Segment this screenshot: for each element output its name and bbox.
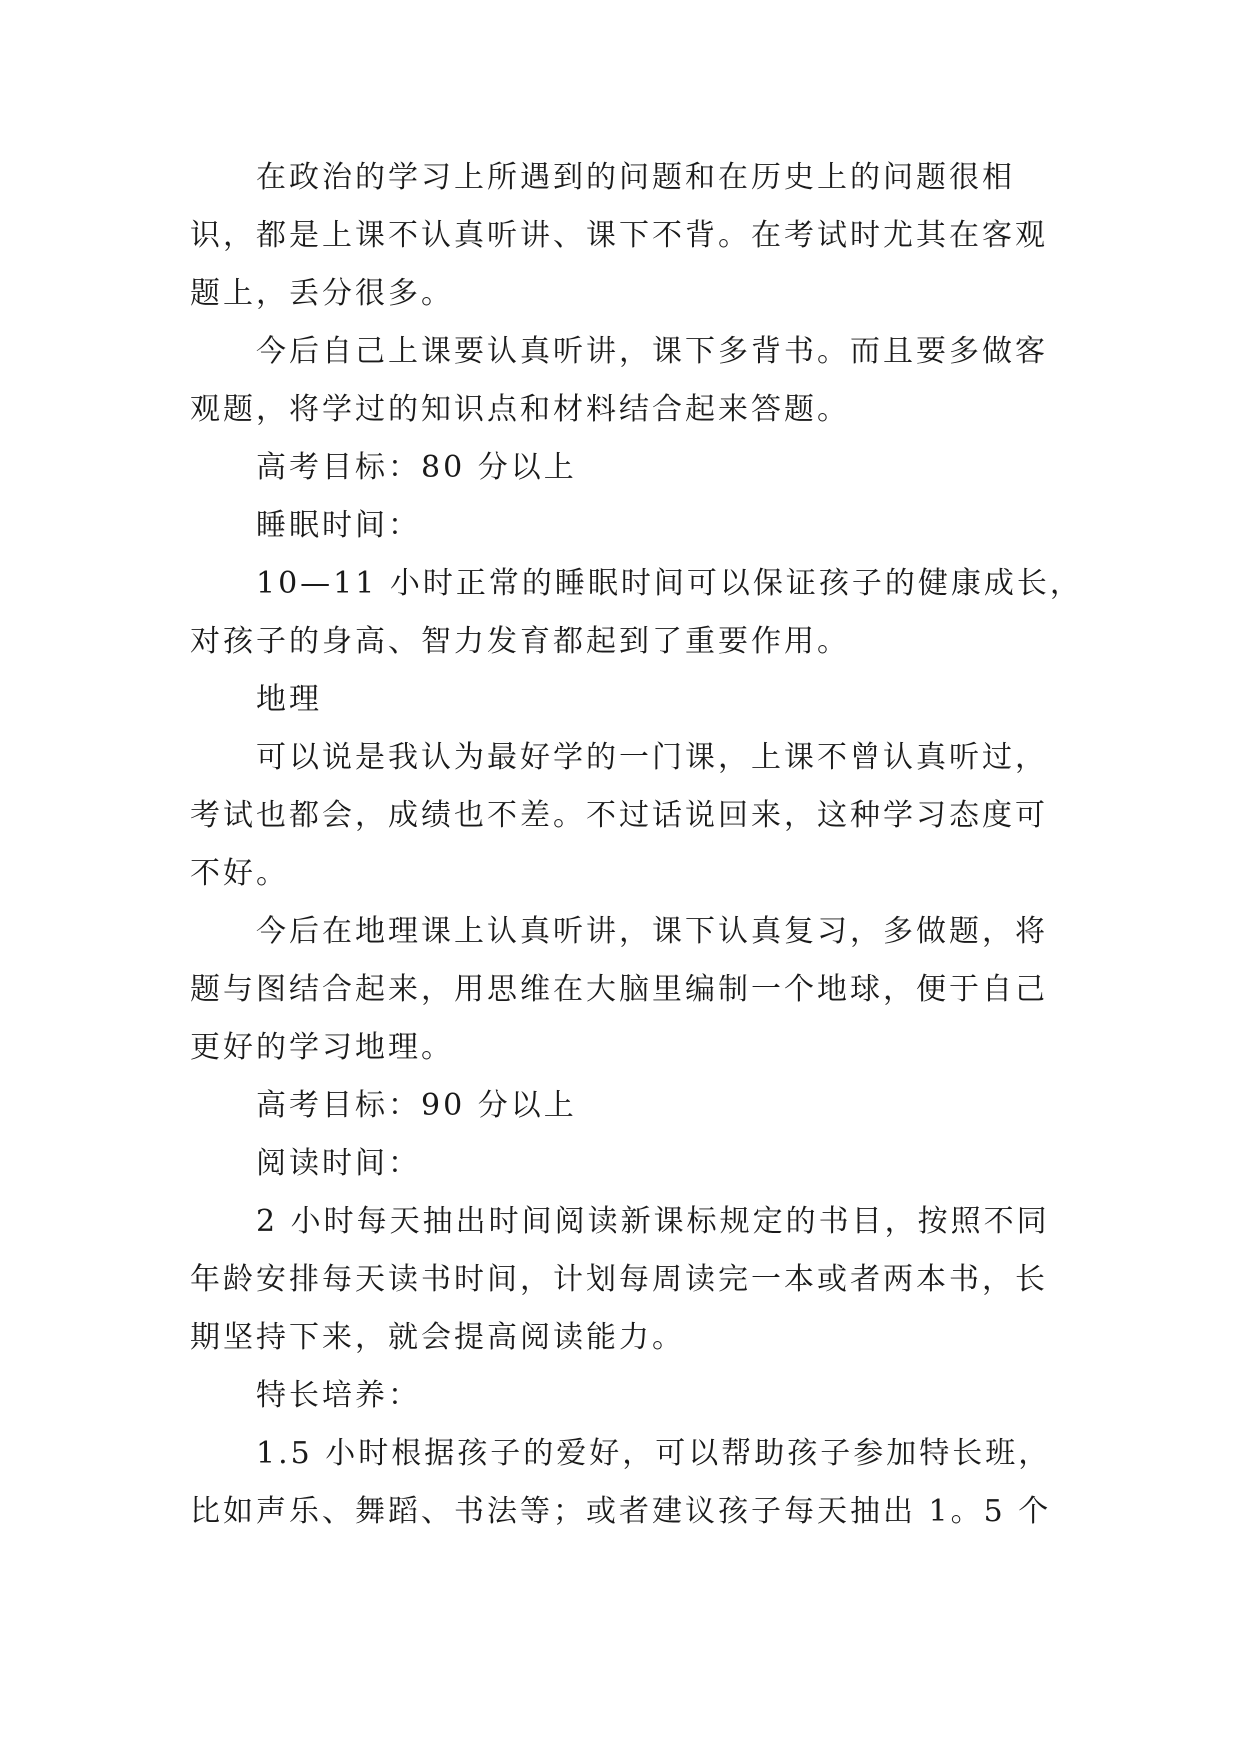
- paragraph-line: 在政治的学习上所遇到的问题和在历史上的问题很相: [256, 160, 1015, 195]
- section-heading: 地理: [256, 682, 322, 717]
- paragraph-line: 今后在地理课上认真听讲，课下认真复习，多做题，将: [256, 914, 1048, 949]
- goal-line: 高考目标：80 分以上: [256, 450, 577, 485]
- paragraph-line: 今后自己上课要认真听讲，课下多背书。而且要多做客: [256, 334, 1048, 369]
- paragraph-line: 题上，丢分很多。: [190, 276, 454, 311]
- paragraph-line: 识，都是上课不认真听讲、课下不背。在考试时尤其在客观: [190, 218, 1048, 253]
- paragraph-line: 更好的学习地理。: [190, 1030, 454, 1065]
- paragraph-line: 对孩子的身高、智力发育都起到了重要作用。: [190, 624, 850, 659]
- paragraph-line: 10—11 小时正常的睡眠时间可以保证孩子的健康成长，: [256, 566, 1083, 601]
- paragraph-line: 1.5 小时根据孩子的爱好，可以帮助孩子参加特长班，: [256, 1436, 1052, 1471]
- paragraph-line: 年龄安排每天读书时间，计划每周读完一本或者两本书，长: [190, 1262, 1048, 1297]
- paragraph-line: 考试也都会，成绩也不差。不过话说回来，这种学习态度可: [190, 798, 1048, 833]
- section-heading: 睡眠时间：: [256, 508, 421, 543]
- paragraph-line: 观题，将学过的知识点和材料结合起来答题。: [190, 392, 850, 427]
- paragraph-line: 不好。: [190, 856, 289, 891]
- section-heading: 特长培养：: [256, 1378, 421, 1413]
- paragraph-line: 2 小时每天抽出时间阅读新课标规定的书目，按照不同: [256, 1204, 1050, 1239]
- paragraph-line: 期坚持下来，就会提高阅读能力。: [190, 1320, 685, 1355]
- section-heading: 阅读时间：: [256, 1146, 421, 1181]
- goal-line: 高考目标：90 分以上: [256, 1088, 577, 1123]
- paragraph-line: 可以说是我认为最好学的一门课，上课不曾认真听过，: [256, 740, 1048, 775]
- paragraph-line: 比如声乐、舞蹈、书法等；或者建议孩子每天抽出 1。5 个: [190, 1494, 1052, 1529]
- paragraph-line: 题与图结合起来，用思维在大脑里编制一个地球，便于自己: [190, 972, 1048, 1007]
